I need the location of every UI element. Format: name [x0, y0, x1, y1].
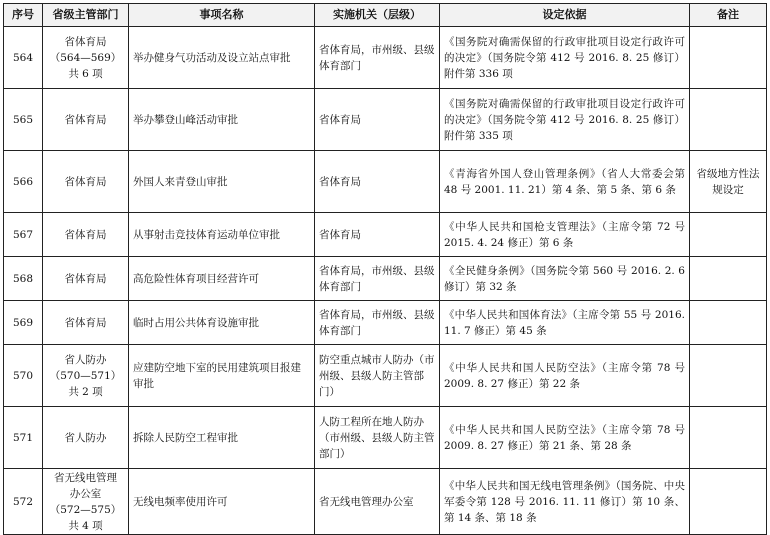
- row-dept: 省体育局: [43, 257, 129, 301]
- row-agency: 人防工程所在地人防办（市州级、县级人防主管部门）: [315, 407, 440, 469]
- table-row: [4, 151, 767, 213]
- row-basis: 《中华人民共和国无线电管理条例》（国务院、中央军委令第 128 号 2016. 11. 11 修订）第 10 条、第 14 条、第 18 条: [440, 469, 690, 535]
- row-no: 570: [4, 345, 43, 407]
- col-header-remark: 备注: [690, 4, 767, 27]
- row-remark: [690, 257, 767, 301]
- row-no: 564: [4, 27, 43, 89]
- col-header-agency: 实施机关（层级）: [315, 4, 440, 27]
- header-row: [4, 4, 767, 27]
- col-header-no: 序号: [4, 4, 43, 27]
- row-basis: 《中华人民共和国人民防空法》（主席令第 78 号 2009. 8. 27 修正）第 22 条: [440, 345, 690, 407]
- row-dept: 省体育局: [43, 89, 129, 151]
- row-remark: [690, 27, 767, 89]
- table-row: [4, 407, 767, 469]
- row-dept: 省人防办 （570—571） 共 2 项: [43, 345, 129, 407]
- row-remark: [690, 213, 767, 257]
- table-row: [4, 345, 767, 407]
- row-item: 应建防空地下室的民用建筑项目报建审批: [129, 345, 315, 407]
- row-agency: 省体育局: [315, 89, 440, 151]
- table-row: [4, 257, 767, 301]
- table-row: [4, 469, 767, 535]
- row-no: 567: [4, 213, 43, 257]
- row-item: 拆除人民防空工程审批: [129, 407, 315, 469]
- row-dept: 省人防办: [43, 407, 129, 469]
- approval-items-table: [3, 3, 767, 535]
- row-basis: 《国务院对确需保留的行政审批项目设定行政许可的决定》（国务院令第 412 号 2016. 8. 25 修订）附件第 336 项: [440, 27, 690, 89]
- table-row: [4, 213, 767, 257]
- row-agency: 省体育局: [315, 151, 440, 213]
- row-item: 从事射击竞技体育运动单位审批: [129, 213, 315, 257]
- col-header-basis: 设定依据: [440, 4, 690, 27]
- row-no: 566: [4, 151, 43, 213]
- row-dept: 省体育局 （564—569） 共 6 项: [43, 27, 129, 89]
- row-remark: [690, 345, 767, 407]
- row-basis: 《中华人民共和国枪支管理法》（主席令第 72 号 2015. 4. 24 修正）第 6 条: [440, 213, 690, 257]
- row-remark: [690, 469, 767, 535]
- row-item: 无线电频率使用许可: [129, 469, 315, 535]
- row-agency: 省体育局: [315, 213, 440, 257]
- row-dept: 省体育局: [43, 213, 129, 257]
- row-basis: 《青海省外国人登山管理条例》（省人大常委会第 48 号 2001. 11. 21）第 4 条、第 5 条、第 6 条: [440, 151, 690, 213]
- row-basis: 《全民健身条例》（国务院令第 560 号 2016. 2. 6 修订）第 32 条: [440, 257, 690, 301]
- row-no: 565: [4, 89, 43, 151]
- row-no: 571: [4, 407, 43, 469]
- row-item: 外国人来青登山审批: [129, 151, 315, 213]
- col-header-dept: 省级主管部门: [43, 4, 129, 27]
- row-item: 临时占用公共体育设施审批: [129, 301, 315, 345]
- row-dept: 省体育局: [43, 151, 129, 213]
- table-row: [4, 301, 767, 345]
- row-item: 高危险性体育项目经营许可: [129, 257, 315, 301]
- table-row: [4, 89, 767, 151]
- row-dept: 省体育局: [43, 301, 129, 345]
- row-agency: 省体育局，市州级、县级体育部门: [315, 301, 440, 345]
- row-agency: 防空重点城市人防办（市州级、县级人防主管部门）: [315, 345, 440, 407]
- row-no: 569: [4, 301, 43, 345]
- row-dept: 省无线电管理 办公室 （572—575） 共 4 项: [43, 469, 129, 535]
- row-agency: 省体育局，市州级、县级体育部门: [315, 27, 440, 89]
- row-no: 568: [4, 257, 43, 301]
- row-agency: 省体育局，市州级、县级体育部门: [315, 257, 440, 301]
- col-header-item: 事项名称: [129, 4, 315, 27]
- row-remark: [690, 407, 767, 469]
- row-remark: 省级地方性法规设定: [690, 151, 767, 213]
- row-basis: 《国务院对确需保留的行政审批项目设定行政许可的决定》（国务院令第 412 号 2016. 8. 25 修订）附件第 335 项: [440, 89, 690, 151]
- row-agency: 省无线电管理办公室: [315, 469, 440, 535]
- row-basis: 《中华人民共和国人民防空法》（主席令第 78 号 2009. 8. 27 修正）第 21 条、第 28 条: [440, 407, 690, 469]
- row-item: 举办攀登山峰活动审批: [129, 89, 315, 151]
- row-item: 举办健身气功活动及设立站点审批: [129, 27, 315, 89]
- row-remark: [690, 301, 767, 345]
- row-basis: 《中华人民共和国体育法》（主席令第 55 号 2016. 11. 7 修正）第 45 条: [440, 301, 690, 345]
- table-row: [4, 27, 767, 89]
- row-no: 572: [4, 469, 43, 535]
- row-remark: [690, 89, 767, 151]
